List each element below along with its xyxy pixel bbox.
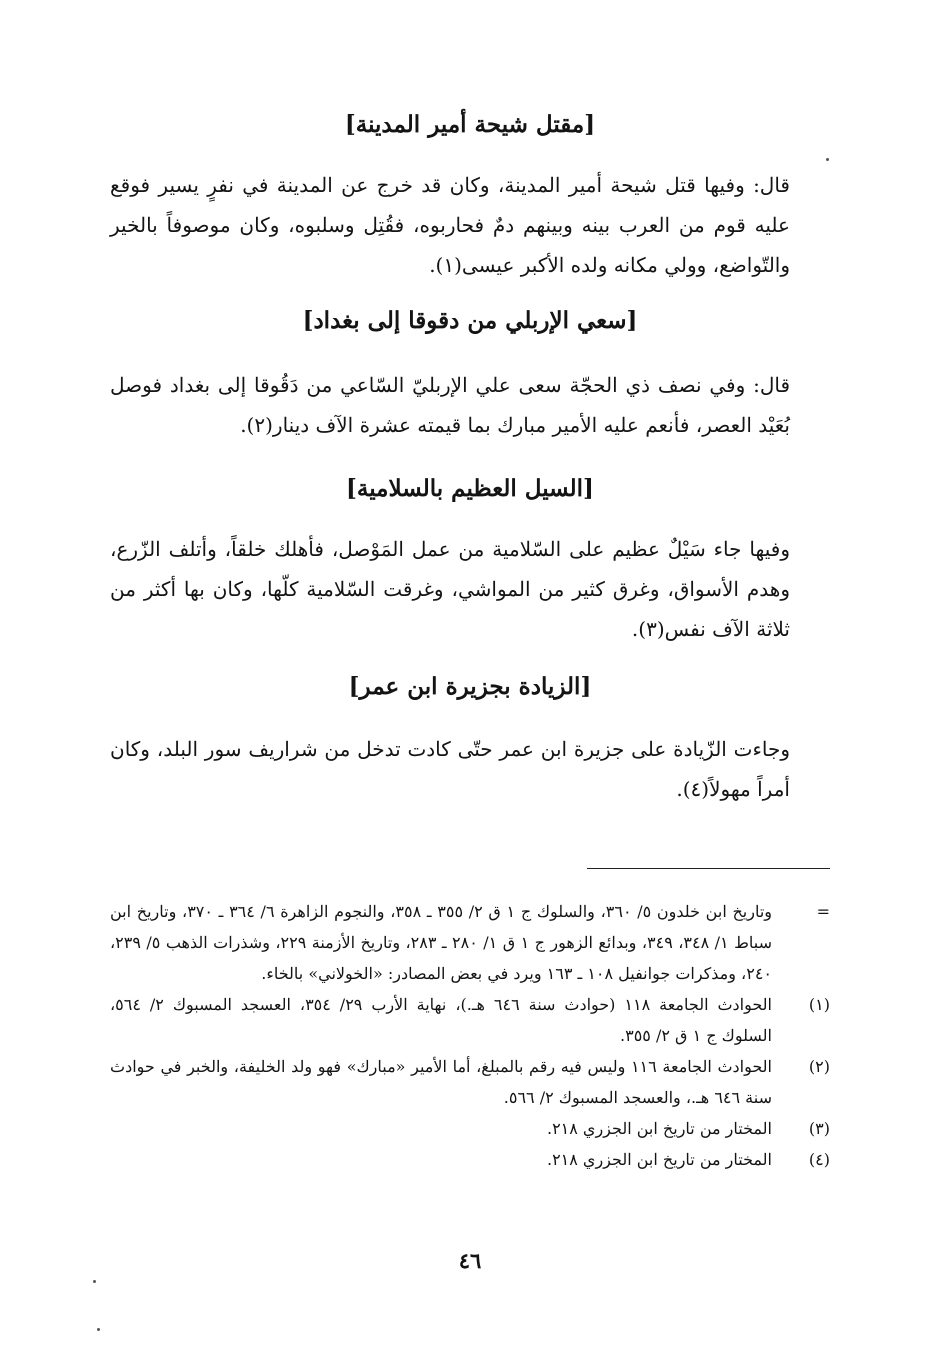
footnote-4	[110, 1144, 830, 1175]
footnote-2	[110, 1051, 830, 1113]
section-text-irbili: قال: وفي نصف ذي الحجّة سعى علي الإربليّ السّاعي من دَقُوقا إلى بغداد فوصل بُعَيْد العصر، فأنعم عليه الأمير مبارك بما قيمته عشرة الآف دينار(٢).	[110, 373, 790, 437]
section-heading-irbili: [سعي الإربلي من دقوقا إلى بغداد]	[302, 307, 638, 334]
page-number: ٤٦	[458, 1248, 482, 1273]
scan-speck	[826, 158, 829, 161]
section-heading-flood: [السيل العظيم بالسلامية]	[346, 475, 594, 502]
footnote-text: الحوادث الجامعة ١١٨ (حوادث سنة ٦٤٦ هـ.)، نهاية الأرب ٢٩/ ٣٥٤، العسجد المسبوك ٢/ ٥٦٤، السلوك ج ١ ق ٢/ ٣٥٥.	[110, 995, 773, 1045]
section-text-jazira: وجاءت الزّيادة على جزيرة ابن عمر حتّى كادت تدخل من شراريف سور البلد، وكان أمراً مهولاً(٤).	[110, 737, 790, 801]
section-text-sheeha: قال: وفيها قتل شيحة أمير المدينة، وكان قد خرج عن المدينة في نفرٍ يسير فوقع عليه قوم من العرب بينه وبينهم دمٌ فحاربوه، فقُتِل وسلبوه، وكان موصوفاً بالخير والتّواضع، وولي مكانه ولده الأكبر عيسى(١).	[110, 173, 790, 277]
footnote-continued	[110, 896, 830, 989]
footnote-mark: (٢)	[808, 1057, 830, 1076]
scan-speck	[93, 1280, 96, 1283]
footnote-mark: =	[816, 902, 830, 921]
footnote-text: المختار من تاريخ ابن الجزري ٢١٨.	[546, 1119, 772, 1138]
footnote-mark: (٣)	[808, 1119, 830, 1138]
footnote-text: الحوادث الجامعة ١١٦ وليس فيه رقم بالمبلغ، أما الأمير «مبارك» فهو ولد الخليفة، والخبر في حوادث سنة ٦٤٦ هـ.، والعسجد المسبوك ٢/ ٥٦٦.	[110, 1057, 772, 1107]
footnote-3	[110, 1113, 830, 1144]
section-heading-sheeha: [مقتل شيحة أمير المدينة]	[344, 111, 596, 138]
scan-speck	[97, 1328, 100, 1331]
footnote-mark: (٤)	[808, 1150, 830, 1169]
footnote-1	[110, 989, 830, 1051]
footnote-mark: (١)	[808, 995, 830, 1014]
section-text-flood: وفيها جاء سَيْلٌ عظيم على السّلامية من عمل المَوْصل، فأهلك خلقاً، وأتلف الزّرع، وهدم الأسواق، وغرق كثير من المواشي، وغرقت السّلامية كلّها، وكان بها أكثر من ثلاثة الآف نفس(٣).	[110, 537, 790, 641]
section-heading-jazira: [الزيادة بجزيرة ابن عمر]	[348, 673, 592, 700]
footnote-text: المختار من تاريخ ابن الجزري ٢١٨.	[546, 1150, 772, 1169]
footnote-separator	[587, 868, 830, 869]
page-body	[110, 105, 830, 809]
footnotes	[110, 896, 830, 1175]
footnote-text: وتاريخ ابن خلدون ٥/ ٣٦٠، والسلوك ج ١ ق ٢/ ٣٥٥ ـ ٣٥٨، والنجوم الزاهرة ٦/ ٣٦٤ ـ ٣٧٠، وتاريخ ابن سباط ١/ ٣٤٨، ٣٤٩، وبدائع الزهور ج ١ ق ١/ ٢٨٠ ـ ٢٨٣، وتاريخ الأزمنة ٢٢٩، وشذرات الذهب ٥/ ٢٣٩، ٢٤٠، ومذكرات جوانفيل ١٠٨ ـ ١٦٣ ويرد في بعض المصادر: «الخولاني» بالخاء.	[110, 902, 773, 983]
